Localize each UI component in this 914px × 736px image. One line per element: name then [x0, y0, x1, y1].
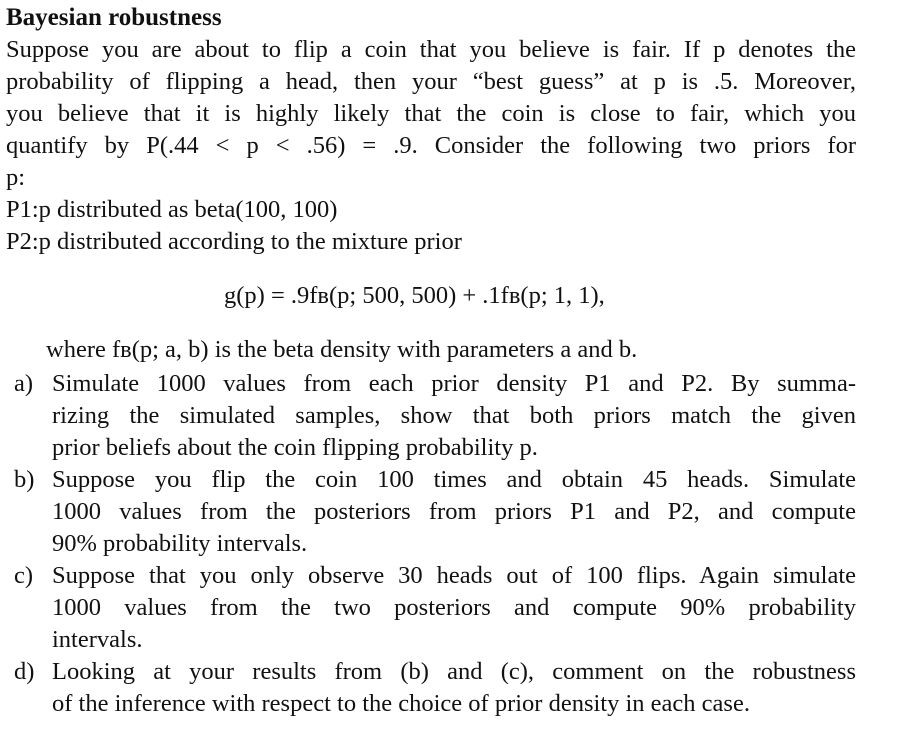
item-marker: c)	[14, 562, 34, 589]
item-marker: b)	[14, 466, 35, 493]
item-line: prior beliefs about the coin flipping probability p.	[52, 434, 538, 461]
prior-p2: P2:p distributed according to the mixture prior	[6, 228, 462, 255]
item-line: Suppose that you only observe 30 heads out of 100 flips. Again simulate	[52, 562, 856, 589]
item-line: 90% probability intervals.	[52, 530, 308, 557]
prior-p1: P1:p distributed as beta(100, 100)	[6, 196, 338, 223]
problem-title: Bayesian robustness	[6, 4, 222, 31]
where-clause: where fʙ(p; a, b) is the beta density with parameters a and b.	[46, 336, 638, 363]
intro-line: p:	[6, 164, 26, 191]
intro-paragraph	[6, 34, 856, 194]
exercise-item-d	[6, 656, 856, 720]
item-line: Looking at your results from (b) and (c), comment on the robustness	[52, 658, 856, 685]
intro-line: probability of flipping a head, then your “best guess” at p is .5. Moreover,	[6, 68, 856, 95]
intro-line: quantify by P(.44 < p < .56) = .9. Consider the following two priors for	[6, 132, 856, 159]
document-page	[6, 0, 856, 720]
item-line: intervals.	[52, 626, 143, 653]
item-line: 1000 values from the two posteriors and compute 90% probability	[52, 594, 856, 621]
intro-line: you believe that it is highly likely that the coin is close to fair, which you	[6, 100, 856, 127]
exercise-item-c	[6, 560, 856, 656]
item-line: Suppose you flip the coin 100 times and obtain 45 heads. Simulate	[52, 466, 856, 493]
item-line: of the inference with respect to the choice of prior density in each case.	[52, 690, 750, 717]
exercise-list	[6, 368, 856, 720]
item-line: Simulate 1000 values from each prior density P1 and P2. By summa-	[52, 370, 856, 397]
exercise-item-b	[6, 464, 856, 560]
intro-line: Suppose you are about to flip a coin that you believe is fair. If p denotes the	[6, 36, 856, 63]
item-marker: d)	[14, 658, 35, 685]
mixture-formula: g(p) = .9fʙ(p; 500, 500) + .1fʙ(p; 1, 1),	[224, 282, 605, 309]
item-line: rizing the simulated samples, show that both priors match the given	[52, 402, 856, 429]
item-line: 1000 values from the posteriors from priors P1 and P2, and compute	[52, 498, 856, 525]
item-marker: a)	[14, 370, 34, 397]
exercise-item-a	[6, 368, 856, 464]
